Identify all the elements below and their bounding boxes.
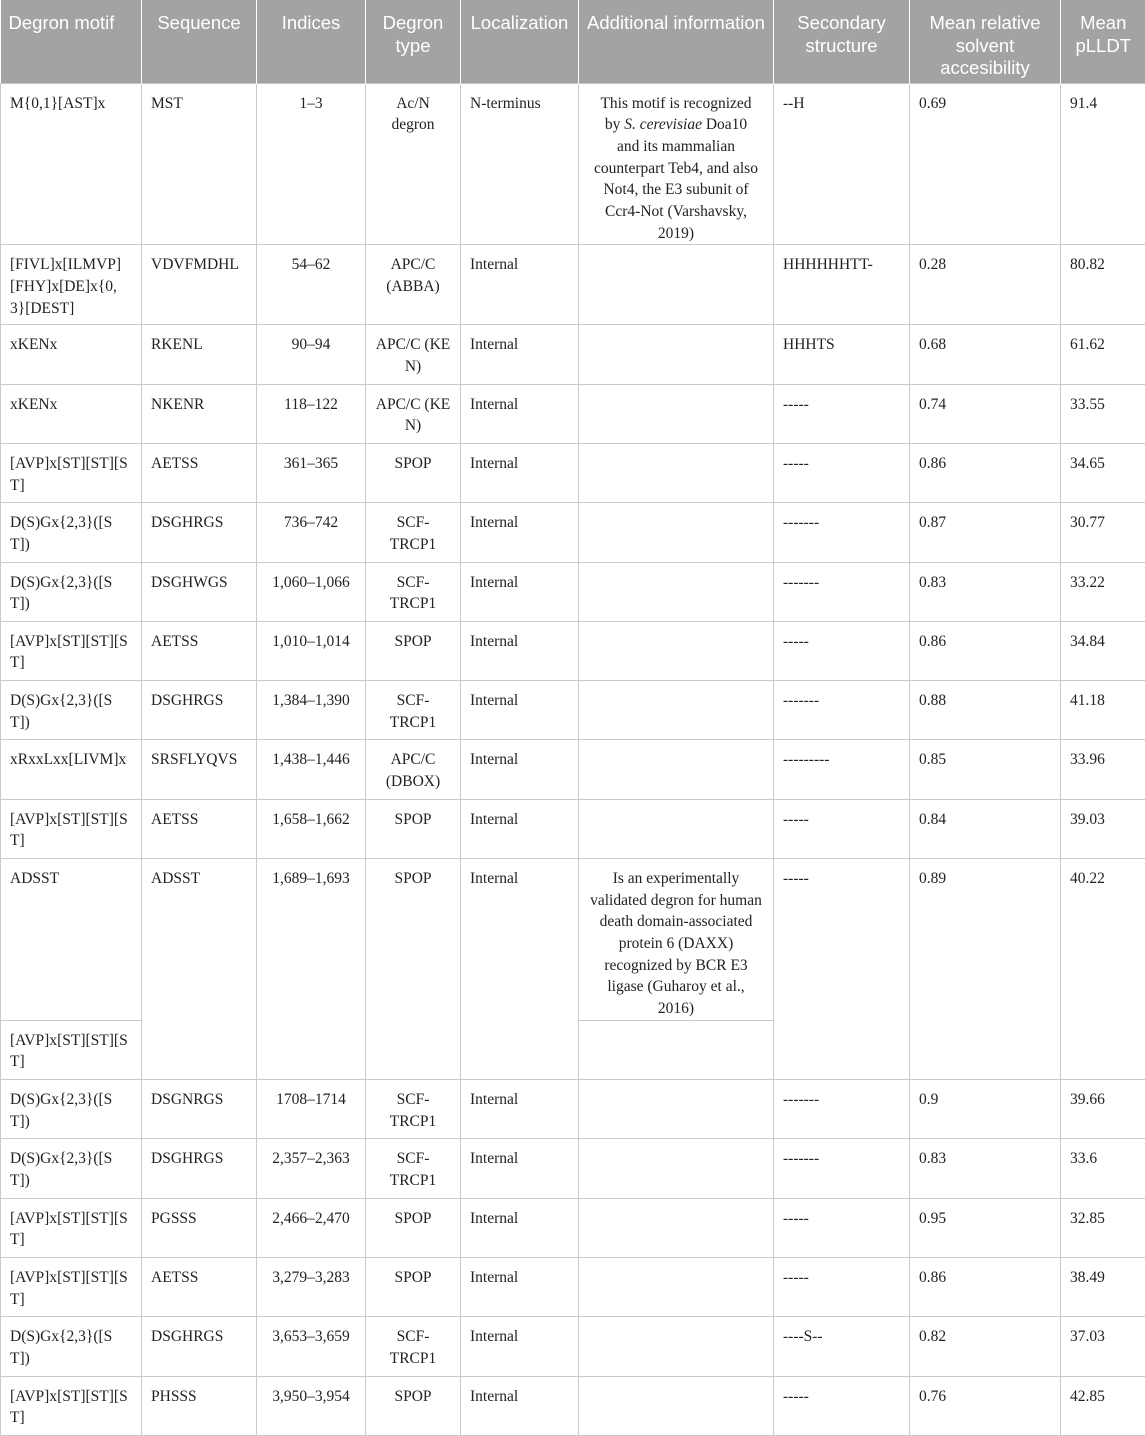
cell-mean-rsa: 0.89 bbox=[910, 858, 1061, 1079]
cell-mean-plddt: 33.6 bbox=[1061, 1139, 1145, 1198]
cell-sequence: DSGNRGS bbox=[142, 1080, 257, 1139]
cell-sequence: NKENR bbox=[142, 384, 257, 443]
cell-mean-plddt: 33.96 bbox=[1061, 740, 1145, 799]
cell-degron-motif: ADSST bbox=[1, 858, 142, 1020]
cell-additional-information bbox=[579, 562, 774, 621]
cell-degron-motif: D(S)Gx{2,3}([ST]) bbox=[1, 562, 142, 621]
table-row bbox=[1, 83, 1145, 245]
cell-degron-type: SPOP bbox=[366, 443, 461, 502]
header-additional-information: Additional information bbox=[579, 0, 774, 83]
info-text-pre: This motif is recognized by bbox=[600, 95, 751, 134]
cell-degron-type: Ac/N degron bbox=[366, 83, 461, 245]
cell-secondary-structure: --H bbox=[774, 83, 910, 245]
cell-secondary-structure: ------- bbox=[774, 503, 910, 562]
table-row bbox=[1, 245, 1145, 325]
cell-degron-motif: [AVP]x[ST][ST][ST] bbox=[1, 1198, 142, 1257]
cell-mean-plddt: 33.55 bbox=[1061, 384, 1145, 443]
cell-indices: 3,279–3,283 bbox=[257, 1257, 366, 1316]
cell-degron-motif: D(S)Gx{2,3}([ST]) bbox=[1, 1317, 142, 1376]
cell-secondary-structure: ------- bbox=[774, 562, 910, 621]
cell-degron-type: SCF-TRCP1 bbox=[366, 681, 461, 740]
cell-indices: 1,689–1,693 bbox=[257, 858, 366, 1079]
cell-mean-rsa: 0.85 bbox=[910, 740, 1061, 799]
cell-degron-motif: D(S)Gx{2,3}([ST]) bbox=[1, 1139, 142, 1198]
cell-secondary-structure: ----- bbox=[774, 443, 910, 502]
cell-additional-information bbox=[579, 621, 774, 680]
cell-secondary-structure: ------- bbox=[774, 1139, 910, 1198]
cell-sequence: PHSSS bbox=[142, 1376, 257, 1435]
cell-indices: 54–62 bbox=[257, 245, 366, 325]
info-text bbox=[588, 93, 764, 245]
cell-indices: 361–365 bbox=[257, 443, 366, 502]
cell-indices: 2,357–2,363 bbox=[257, 1139, 366, 1198]
header-indices: Indices bbox=[257, 0, 366, 83]
cell-secondary-structure: ----- bbox=[774, 1257, 910, 1316]
cell-degron-motif: [AVP]x[ST][ST][ST] bbox=[1, 1376, 142, 1435]
cell-additional-information bbox=[579, 681, 774, 740]
cell-localization: Internal bbox=[461, 621, 579, 680]
cell-sequence: AETSS bbox=[142, 621, 257, 680]
cell-localization: Internal bbox=[461, 681, 579, 740]
cell-sequence: MST bbox=[142, 83, 257, 245]
cell-indices: 1708–1714 bbox=[257, 1080, 366, 1139]
cell-mean-plddt: 39.03 bbox=[1061, 799, 1145, 858]
cell-sequence: DSGHRGS bbox=[142, 1317, 257, 1376]
cell-additional-information bbox=[579, 1139, 774, 1198]
cell-secondary-structure: HHHHHHTT- bbox=[774, 245, 910, 325]
cell-mean-plddt: 33.22 bbox=[1061, 562, 1145, 621]
cell-localization: Internal bbox=[461, 1080, 579, 1139]
cell-mean-plddt: 80.82 bbox=[1061, 245, 1145, 325]
cell-additional-information bbox=[579, 1198, 774, 1257]
cell-degron-type: APC/C (ABBA) bbox=[366, 245, 461, 325]
cell-localization: Internal bbox=[461, 740, 579, 799]
header-sequence: Sequence bbox=[142, 0, 257, 83]
cell-additional-information bbox=[579, 1376, 774, 1435]
cell-sequence: VDVFMDHL bbox=[142, 245, 257, 325]
cell-indices: 3,653–3,659 bbox=[257, 1317, 366, 1376]
cell-mean-rsa: 0.84 bbox=[910, 799, 1061, 858]
cell-degron-type: SPOP bbox=[366, 858, 461, 1079]
cell-additional-information bbox=[579, 1080, 774, 1139]
info-text-species: S. cerevisiae bbox=[624, 116, 702, 133]
cell-mean-plddt: 38.49 bbox=[1061, 1257, 1145, 1316]
cell-mean-plddt: 40.22 bbox=[1061, 858, 1145, 1079]
table-row bbox=[1, 384, 1145, 443]
cell-mean-rsa: 0.86 bbox=[910, 1257, 1061, 1316]
cell-mean-plddt: 34.84 bbox=[1061, 621, 1145, 680]
cell-secondary-structure: ----- bbox=[774, 1376, 910, 1435]
header-mean-rsa: Mean relative solvent accesibility bbox=[910, 0, 1061, 83]
cell-mean-plddt: 34.65 bbox=[1061, 443, 1145, 502]
cell-degron-type: SCF-TRCP1 bbox=[366, 1139, 461, 1198]
cell-degron-motif: xKENx bbox=[1, 325, 142, 384]
table-row bbox=[1, 740, 1145, 799]
cell-sequence: DSGHRGS bbox=[142, 681, 257, 740]
cell-secondary-structure: ----- bbox=[774, 621, 910, 680]
cell-mean-plddt: 41.18 bbox=[1061, 681, 1145, 740]
cell-degron-motif: [AVP]x[ST][ST][ST] bbox=[1, 443, 142, 502]
cell-mean-rsa: 0.28 bbox=[910, 245, 1061, 325]
cell-sequence: DSGHWGS bbox=[142, 562, 257, 621]
cell-localization: Internal bbox=[461, 384, 579, 443]
cell-degron-type: SPOP bbox=[366, 1376, 461, 1435]
cell-indices: 1–3 bbox=[257, 83, 366, 245]
cell-mean-rsa: 0.83 bbox=[910, 562, 1061, 621]
cell-degron-motif: [AVP]x[ST][ST][ST] bbox=[1, 1257, 142, 1316]
cell-secondary-structure: ----- bbox=[774, 1198, 910, 1257]
cell-localization: Internal bbox=[461, 858, 579, 1079]
header-degron-motif: Degron motif bbox=[1, 0, 142, 83]
cell-mean-plddt: 37.03 bbox=[1061, 1317, 1145, 1376]
table-row bbox=[1, 562, 1145, 621]
cell-additional-information bbox=[579, 83, 774, 245]
table-row bbox=[1, 325, 1145, 384]
cell-mean-plddt: 32.85 bbox=[1061, 1198, 1145, 1257]
cell-additional-information bbox=[579, 443, 774, 502]
cell-degron-type: SCF-TRCP1 bbox=[366, 562, 461, 621]
cell-localization: Internal bbox=[461, 325, 579, 384]
table-row bbox=[1, 1317, 1145, 1376]
cell-degron-type: SCF-TRCP1 bbox=[366, 503, 461, 562]
cell-additional-information bbox=[579, 503, 774, 562]
table-row bbox=[1, 621, 1145, 680]
cell-sequence: DSGHRGS bbox=[142, 503, 257, 562]
table-row bbox=[1, 1139, 1145, 1198]
cell-mean-rsa: 0.74 bbox=[910, 384, 1061, 443]
cell-sequence: AETSS bbox=[142, 799, 257, 858]
cell-degron-motif: D(S)Gx{2,3}([ST]) bbox=[1, 681, 142, 740]
cell-mean-rsa: 0.86 bbox=[910, 621, 1061, 680]
cell-localization: N-terminus bbox=[461, 83, 579, 245]
cell-additional-information bbox=[579, 384, 774, 443]
cell-mean-rsa: 0.87 bbox=[910, 503, 1061, 562]
cell-degron-motif: [FIVL]x[ILMVP][FHY]x[DE]x{0,3}[DEST] bbox=[1, 245, 142, 325]
cell-localization: Internal bbox=[461, 1317, 579, 1376]
cell-localization: Internal bbox=[461, 503, 579, 562]
cell-mean-plddt: 30.77 bbox=[1061, 503, 1145, 562]
cell-additional-information bbox=[579, 740, 774, 799]
cell-degron-motif: xKENx bbox=[1, 384, 142, 443]
cell-mean-rsa: 0.82 bbox=[910, 1317, 1061, 1376]
cell-sequence: PGSSS bbox=[142, 1198, 257, 1257]
table-row bbox=[1, 503, 1145, 562]
table-row bbox=[1, 681, 1145, 740]
table-row bbox=[1, 799, 1145, 858]
cell-additional-information bbox=[579, 245, 774, 325]
cell-secondary-structure: ----S-- bbox=[774, 1317, 910, 1376]
cell-sequence: AETSS bbox=[142, 443, 257, 502]
cell-indices: 1,010–1,014 bbox=[257, 621, 366, 680]
cell-secondary-structure: ----- bbox=[774, 799, 910, 858]
cell-localization: Internal bbox=[461, 799, 579, 858]
cell-sequence: SRSFLYQVS bbox=[142, 740, 257, 799]
cell-localization: Internal bbox=[461, 1139, 579, 1198]
cell-degron-motif: M{0,1}[AST]x bbox=[1, 83, 142, 245]
cell-mean-rsa: 0.83 bbox=[910, 1139, 1061, 1198]
cell-degron-motif: D(S)Gx{2,3}([ST]) bbox=[1, 1080, 142, 1139]
table-row bbox=[1, 443, 1145, 502]
cell-mean-rsa: 0.88 bbox=[910, 681, 1061, 740]
cell-mean-plddt: 42.85 bbox=[1061, 1376, 1145, 1435]
cell-sequence: DSGHRGS bbox=[142, 1139, 257, 1198]
cell-mean-plddt: 39.66 bbox=[1061, 1080, 1145, 1139]
cell-degron-type: SCF-TRCP1 bbox=[366, 1317, 461, 1376]
cell-degron-motif: xRxxLxx[LIVM]x bbox=[1, 740, 142, 799]
cell-degron-motif: [AVP]x[ST][ST][ST] bbox=[1, 799, 142, 858]
cell-degron-motif: [AVP]x[ST][ST][ST] bbox=[1, 621, 142, 680]
cell-mean-rsa: 0.76 bbox=[910, 1376, 1061, 1435]
cell-secondary-structure: ------- bbox=[774, 1080, 910, 1139]
cell-indices: 1,384–1,390 bbox=[257, 681, 366, 740]
cell-mean-plddt: 91.4 bbox=[1061, 83, 1145, 245]
cell-additional-information bbox=[579, 1317, 774, 1376]
cell-localization: Internal bbox=[461, 1257, 579, 1316]
header-row bbox=[1, 0, 1145, 83]
cell-localization: Internal bbox=[461, 1376, 579, 1435]
cell-indices: 3,950–3,954 bbox=[257, 1376, 366, 1435]
cell-degron-type: SPOP bbox=[366, 1257, 461, 1316]
header-secondary-structure: Secondary structure bbox=[774, 0, 910, 83]
cell-localization: Internal bbox=[461, 1198, 579, 1257]
cell-degron-type: SPOP bbox=[366, 799, 461, 858]
cell-sequence: AETSS bbox=[142, 1257, 257, 1316]
cell-secondary-structure: ----- bbox=[774, 858, 910, 1079]
cell-sequence: RKENL bbox=[142, 325, 257, 384]
table-row bbox=[1, 1080, 1145, 1139]
cell-indices: 2,466–2,470 bbox=[257, 1198, 366, 1257]
cell-localization: Internal bbox=[461, 245, 579, 325]
cell-degron-type: SPOP bbox=[366, 1198, 461, 1257]
cell-indices: 1,438–1,446 bbox=[257, 740, 366, 799]
cell-degron-type: APC/C (DBOX) bbox=[366, 740, 461, 799]
cell-degron-motif: [AVP]x[ST][ST][ST] bbox=[1, 1020, 142, 1079]
cell-secondary-structure: --------- bbox=[774, 740, 910, 799]
cell-degron-type: APC/C (KEN) bbox=[366, 384, 461, 443]
cell-secondary-structure: ----- bbox=[774, 384, 910, 443]
header-degron-type: Degron type bbox=[366, 0, 461, 83]
cell-degron-type: SCF-TRCP1 bbox=[366, 1080, 461, 1139]
table-row bbox=[1, 1198, 1145, 1257]
cell-indices: 1,658–1,662 bbox=[257, 799, 366, 858]
cell-indices: 90–94 bbox=[257, 325, 366, 384]
cell-sequence: ADSST bbox=[142, 858, 257, 1079]
cell-mean-rsa: 0.86 bbox=[910, 443, 1061, 502]
header-mean-plddt: Mean pLLDT bbox=[1061, 0, 1145, 83]
cell-indices: 736–742 bbox=[257, 503, 366, 562]
cell-mean-rsa: 0.9 bbox=[910, 1080, 1061, 1139]
cell-additional-information bbox=[579, 325, 774, 384]
cell-additional-information bbox=[579, 799, 774, 858]
cell-additional-information bbox=[579, 1257, 774, 1316]
cell-additional-information: Is an experimentally validated degron for human death domain-associated protein 6 (DAXX) recognized by BCR E3 ligase (Guharoy et al., 2016) bbox=[579, 858, 774, 1020]
info-text-post: Doa10 and its mammalian counterpart Teb4, and also Not4, the E3 subunit of Ccr4-Not (Varshavsky, 2019) bbox=[594, 116, 758, 241]
cell-localization: Internal bbox=[461, 443, 579, 502]
table-row bbox=[1, 858, 1145, 1020]
cell-indices: 1,060–1,066 bbox=[257, 562, 366, 621]
cell-secondary-structure: ------- bbox=[774, 681, 910, 740]
cell-localization: Internal bbox=[461, 562, 579, 621]
cell-secondary-structure: HHHTS bbox=[774, 325, 910, 384]
table-row bbox=[1, 1376, 1145, 1435]
cell-mean-rsa: 0.68 bbox=[910, 325, 1061, 384]
cell-degron-type: SPOP bbox=[366, 621, 461, 680]
cell-mean-plddt: 61.62 bbox=[1061, 325, 1145, 384]
cell-indices: 118–122 bbox=[257, 384, 366, 443]
cell-mean-rsa: 0.95 bbox=[910, 1198, 1061, 1257]
cell-degron-type: APC/C (KEN) bbox=[366, 325, 461, 384]
table-row bbox=[1, 1257, 1145, 1316]
cell-degron-motif: D(S)Gx{2,3}([ST]) bbox=[1, 503, 142, 562]
cell-additional-information bbox=[579, 1020, 774, 1079]
header-localization: Localization bbox=[461, 0, 579, 83]
cell-mean-rsa: 0.69 bbox=[910, 83, 1061, 245]
